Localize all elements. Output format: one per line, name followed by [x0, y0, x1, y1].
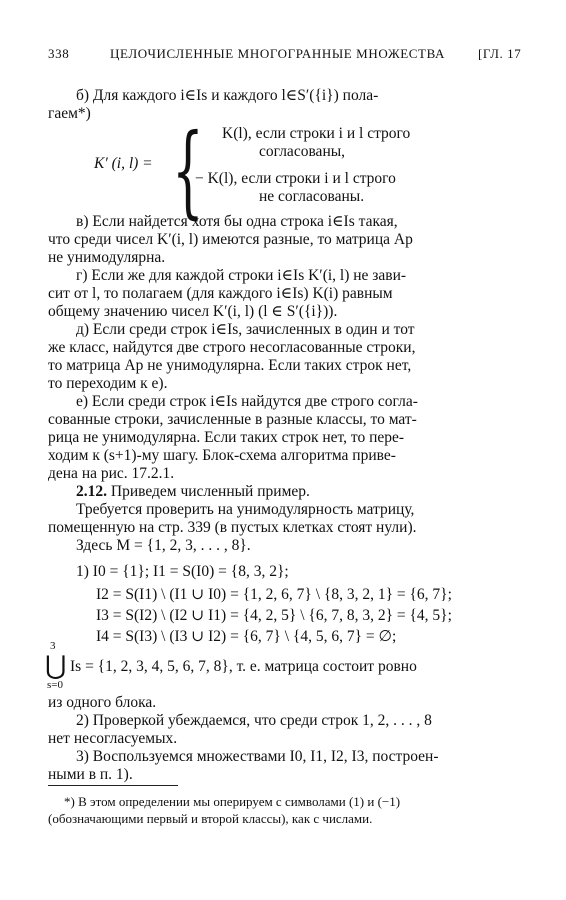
para-v-line1: в) Если найдется хотя бы одна строка i∈Is такая, [76, 213, 398, 230]
para-g-line1: г) Если же для каждой строки i∈Is K′(i, l) не зави- [76, 267, 407, 284]
task-line3: Здесь M = {1, 2, 3, . . . , 8}. [76, 537, 251, 554]
cases-brace: { [172, 112, 204, 229]
union-line2: из одного блока. [48, 694, 157, 711]
para-e-line4: ходим к (s+1)-му шагу. Блок-схема алгоритма приве- [48, 447, 396, 464]
para-v-line2: что среди чисел K′(i, l) имеются разные, то матрица Ap [48, 231, 413, 248]
step2-line1: 2) Проверкой убеждаемся, что среди строк 1, 2, . . . , 8 [76, 712, 432, 729]
page-number: 338 [48, 46, 70, 61]
kprime-definition: K′ (i, l) = [94, 155, 153, 172]
case1-line2: согласованы, [259, 143, 346, 160]
para-d-line2: же класс, найдутся две строго несогласованные строки, [48, 339, 416, 356]
section-number: 2.12. [76, 483, 107, 500]
task-line2: помещенную на стр. 339 (в пустых клетках стоят нули). [48, 519, 417, 536]
union-upper-limit: 3 [50, 640, 56, 652]
union-lower-limit: s=0 [47, 679, 63, 691]
step2-line2: нет несогласуемых. [48, 730, 178, 747]
para-d-line4: то переходим к е). [48, 375, 168, 392]
step3-line2: ными в п. 1). [48, 766, 133, 783]
para-g-line2: сит от l, то полагаем (для каждого i∈Is) K(i) равным [48, 285, 393, 302]
footnote-rule [48, 785, 178, 786]
iter-line1: 1) I0 = {1}; I1 = S(I0) = {8, 3, 2}; [76, 563, 289, 580]
chapter-label: [ГЛ. 17 [478, 46, 522, 61]
footnote-line1: *) В этом определении мы оперируем с символами (1) и (−1) [64, 794, 401, 809]
task-line1: Требуется проверить на унимодулярность матрицу, [76, 501, 415, 518]
union-line: Is = {1, 2, 3, 4, 5, 6, 7, 8}, т. е. матрица состоит ровно [70, 658, 417, 675]
para-e-line2: сованные строки, зачисленные в разные классы, то мат- [48, 411, 417, 428]
running-title: ЦЕЛОЧИСЛЕННЫЕ МНОГОГРАННЫЕ МНОЖЕСТВА [110, 46, 446, 61]
para-d-line1: д) Если среди строк i∈Is, зачисленных в один и тот [76, 321, 415, 338]
para-g-line3: общему значению чисел K′(i, l) (l ∈ S′({i})). [48, 303, 338, 320]
iter-line3: I3 = S(I2) \ (I2 ∪ I1) = {4, 2, 5} \ {6, 7, 8, 3, 2} = {4, 5}; [96, 607, 452, 624]
iter-line4: I4 = S(I3) \ (I3 ∪ I2) = {6, 7} \ {4, 5, 6, 7} = ∅; [96, 628, 397, 645]
case1-line1: K(l), если строки i и l строго [222, 125, 411, 142]
para-b-line2: гаем*) [48, 105, 91, 122]
para-e-line1: е) Если среди строк i∈Is найдутся две строго согла- [76, 393, 418, 410]
para-d-line3: то матрица Ap не унимодулярна. Если таких строк нет, [48, 357, 412, 374]
para-b-line1: б) Для каждого i∈Is и каждого l∈S′({i}) пола- [76, 87, 379, 104]
union-symbol: ⋃ [45, 651, 67, 681]
section-heading-text: Приведем численный пример. [110, 483, 310, 500]
case2-line2: не согласованы. [259, 188, 365, 205]
para-v-line3: не унимодулярна. [48, 249, 166, 266]
para-e-line5: дена на рис. 17.2.1. [48, 465, 175, 482]
para-e-line3: рица не унимодулярна. Если таких строк нет, то пере- [48, 429, 405, 446]
section-2-12 [76, 483, 518, 501]
case2-line1: − K(l), если строки i и l строго [195, 170, 396, 187]
step3-line1: 3) Воспользуемся множествами I0, I1, I2, I3, построен- [76, 748, 439, 765]
footnote-line2: (обозначающими первый и второй классы), как с числами. [48, 811, 373, 826]
iter-line2: I2 = S(I1) \ (I1 ∪ I0) = {1, 2, 6, 7} \ {8, 3, 2, 1} = {6, 7}; [96, 586, 452, 603]
